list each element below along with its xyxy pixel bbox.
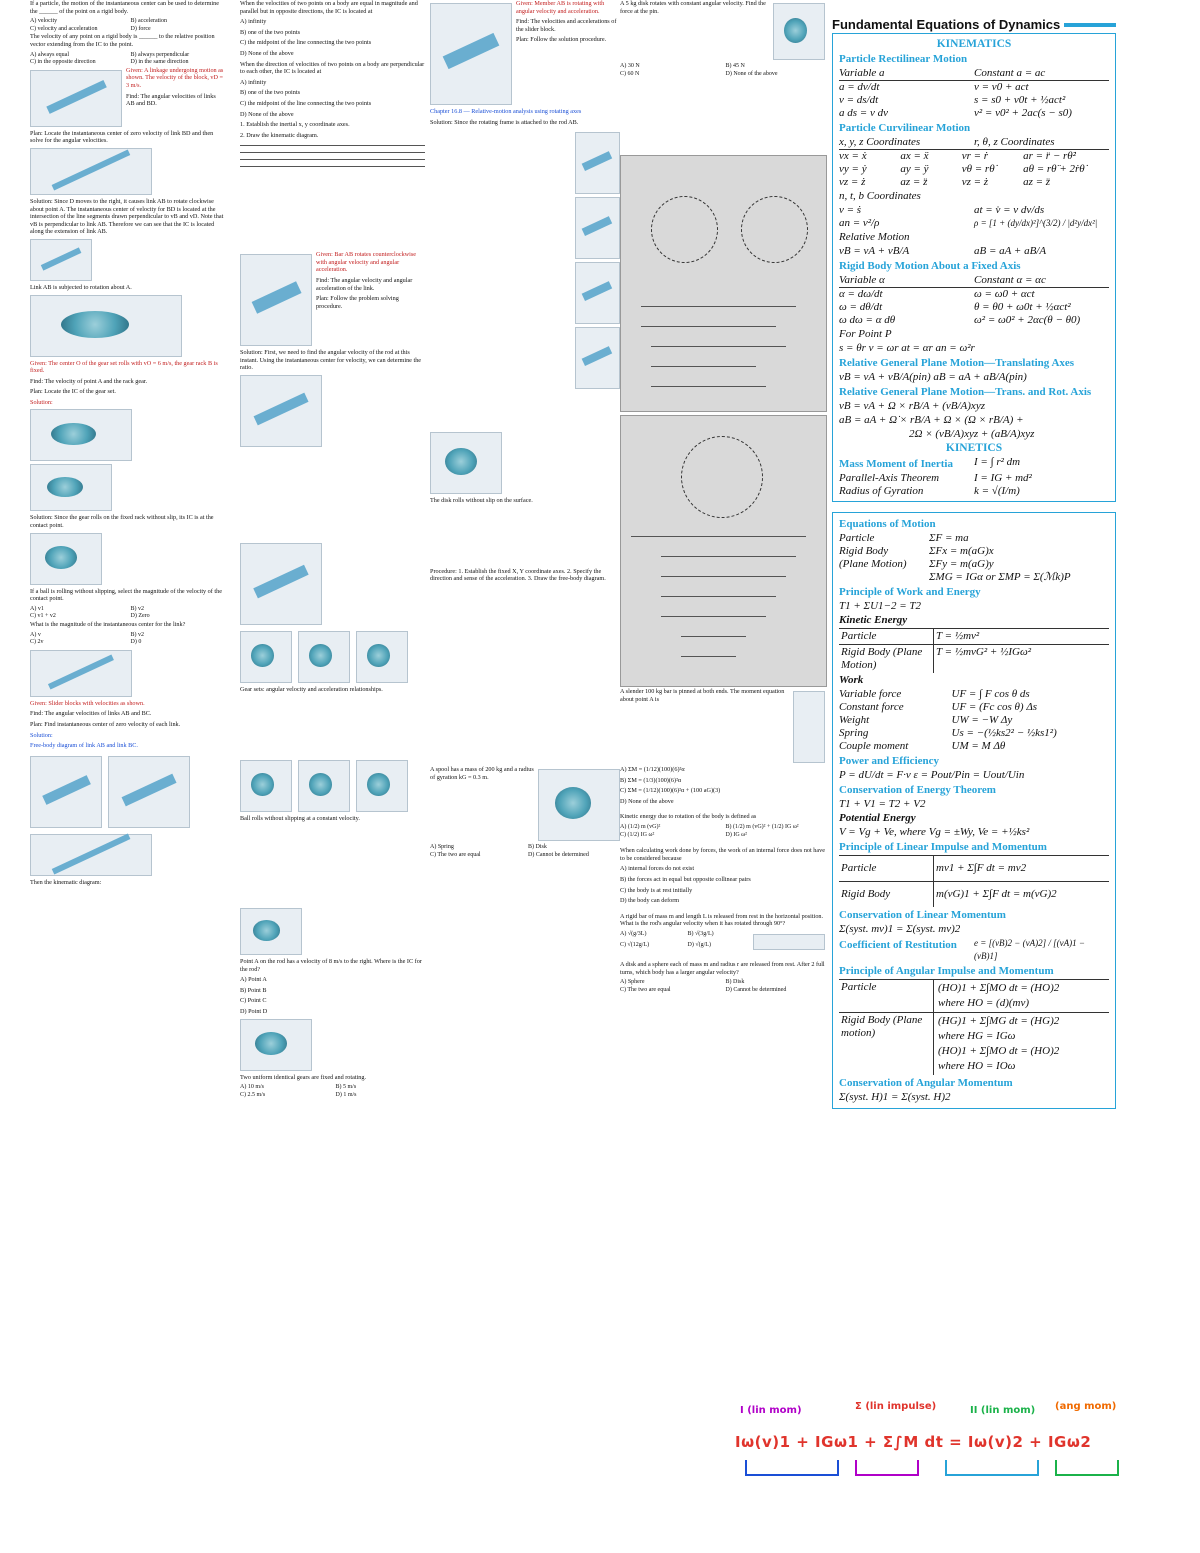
label: Potential Energy: [839, 812, 916, 824]
plan-text-3: Plan: Find instantaneous center of zero velocity of each link.: [30, 721, 181, 728]
formula: where HO = (d)(mv): [938, 997, 1030, 1009]
handwritten-brackets: [745, 1460, 1125, 1495]
option: C) √(12g/L): [620, 941, 650, 948]
formula: vz = ż: [961, 176, 989, 188]
option: A) (1/2) m (vG)²: [620, 823, 661, 830]
formula: ΣFy = m(aG)y: [929, 558, 994, 570]
label: Variable a: [839, 67, 885, 79]
label: For Point P: [839, 328, 892, 340]
question-1: A 5 kg disk rotates with constant angular velocity. Find the force at the pin.: [620, 0, 766, 15]
formula: s = s0 + v0t + ½act²: [974, 94, 1066, 106]
formula: where HG = IGω: [938, 1030, 1016, 1042]
option: A) √(g/3L): [620, 930, 647, 937]
formula: vr = ṙ: [961, 150, 989, 162]
label: Work: [839, 674, 864, 686]
kinematic-label: Then the kinematic diagram:: [30, 878, 102, 886]
option: A) infinity: [240, 78, 267, 86]
question-1: When the velocities of two points on a body are equal in magnitude and parallel but in opposite directions, the IC is located at: [240, 0, 418, 15]
question-1: If a particle, the motion of the instantaneous center can be used to determine the ______ of the point on a rigid body.: [30, 0, 219, 15]
formula: I = IG + md²: [974, 472, 1032, 484]
section-heading: Principle of Work and Energy: [839, 586, 981, 598]
option: A) 30 N: [620, 63, 640, 69]
question-1: A spool has a mass of 200 kg and a radius of gyration kG = 0.3 m.: [430, 765, 534, 781]
section-heading: Rigid Body Motion About a Fixed Axis: [839, 260, 1021, 272]
formula: aB = aA + aB/A: [974, 245, 1047, 257]
section-heading: Principle of Angular Impulse and Momentum: [839, 965, 1054, 977]
question-2: A slender 100 kg bar is pinned at both ends. The moment equation about point A is: [620, 688, 785, 703]
question-4: Point A on the rod has a velocity of 8 m/s to the right. Where is the IC for the rod?: [240, 958, 422, 973]
option: D) the body can deform: [620, 897, 680, 905]
option: B) Point B: [240, 986, 267, 994]
options-5: [620, 931, 749, 953]
mechanism-figure: [575, 132, 620, 194]
column-2: [240, 0, 425, 1553]
options-1: [30, 18, 225, 33]
fbd-figure: [30, 756, 102, 828]
formula: ω² = ω0² + 2αc(θ − θ0): [974, 314, 1081, 326]
option: D) in the same direction: [130, 59, 189, 66]
option: C) 2.5 m/s: [240, 1091, 266, 1098]
disk-note: The disk rolls without slip on the surface.: [430, 497, 533, 505]
formula: UF = ∫ F cos θ ds: [951, 688, 1030, 700]
option: B) always perpendicular: [130, 51, 190, 58]
spool-figure: [538, 769, 620, 841]
handwritten-photo-2: [620, 415, 827, 687]
option: A) infinity: [240, 18, 267, 26]
bar-figure: [753, 934, 825, 950]
solution-text: Solution: Since the rotating frame is attached to the rod AB.: [430, 118, 579, 126]
formula: UF = (Fc cos θ) Δs: [951, 701, 1038, 713]
ball-figure: [30, 533, 102, 585]
formula: ay = ÿ: [900, 163, 929, 175]
option: D) Zero: [130, 613, 150, 620]
plan-text: Plan: Follow the problem solving procedure.: [316, 295, 399, 310]
label: x, y, z Coordinates: [839, 136, 921, 148]
formula: v = v0 + act: [974, 81, 1029, 93]
option: B) 5 m/s: [335, 1084, 357, 1091]
procedure-text: Procedure: 1. Establish the fixed X, Y coordinate axes. 2. Specify the direction and sense of the acceleration. 3. Draw the free-body diagram.: [430, 567, 606, 583]
disk-figure: [773, 3, 825, 60]
label: Spring: [839, 727, 869, 739]
rod-figure-3: [240, 543, 322, 625]
option: D) Point D: [240, 1008, 268, 1016]
question-5: A rigid bar of mass m and length L is released from rest in the horizontal position. What is the rod's angular velocity when it has rotated through 90°?: [620, 912, 824, 928]
formula: aB = aA + Ω̇ × rB/A + Ω × (Ω × rB/A) +: [839, 414, 1024, 426]
gear-figure-3: [30, 464, 112, 511]
formula-cell: [934, 1012, 1109, 1075]
label: Rigid Body (Plane motion): [839, 1012, 934, 1075]
formula: T = ½mvG² + ½IGω²: [934, 644, 1109, 673]
procedure-step: 1. Establish the inertial x, y coordinate axes.: [240, 121, 350, 129]
formula: ax = ẍ: [900, 150, 929, 162]
option: B) Disk: [528, 843, 547, 850]
option: C) (1/2) IG ω²: [620, 831, 655, 838]
link-note: Link AB is subjected to rotation about A.: [30, 283, 132, 291]
procedure-step: 2. Draw the kinematic diagram.: [240, 131, 319, 139]
formula: (HO)1 + Σ∫MO dt = (HO)2: [938, 982, 1060, 994]
formula: vz = ż: [839, 176, 866, 188]
solution-label-4: Solution:: [30, 731, 53, 739]
label: (Plane Motion): [839, 558, 907, 570]
option: B) (1/2) m (vG)² + (1/2) IG ω²: [725, 823, 799, 830]
question-3: If a ball is rolling without slipping, select the magnitude of the velocity of the contact point.: [30, 587, 222, 603]
solution-text: Solution: First, we need to find the angular velocity of the rod at this instant. Using the instantaneous center for velocity, we can determine the ratio.: [240, 349, 422, 372]
kinematics-heading: KINEMATICS: [936, 38, 1012, 50]
linkage-figure: [30, 70, 122, 127]
option: B) v2: [130, 631, 144, 638]
option: B) 45 N: [725, 63, 745, 69]
fbd-figure-2: [108, 756, 190, 828]
options-5: [240, 1084, 425, 1099]
given-text: Given: A linkage undergoing motion as shown. The velocity of the block, vD = 3 m/s.: [126, 66, 224, 89]
given-text: Given: Bar AB rotates counterclockwise with angular velocity and angular acceleration.: [316, 251, 417, 274]
formula: aθ = rθ̈ + 2ṙθ̇: [1023, 163, 1085, 175]
label: Relative Motion: [839, 231, 910, 243]
question-2: The velocity of any point on a rigid body is ______ to the relative position vector extending from the IC to the point.: [30, 33, 215, 48]
plan-text-2: Plan: Locate the IC of the gear set.: [30, 388, 116, 396]
kinetics-heading: KINETICS: [945, 442, 1003, 454]
kinematics-box: [832, 33, 1116, 502]
formula: (HG)1 + Σ∫MG dt = (HG)2: [938, 1015, 1060, 1027]
handwritten-label: Σ (lin impulse): [855, 1401, 937, 1412]
section-heading: Particle Curvilinear Motion: [839, 122, 971, 134]
option: C) ΣM = (1/12)(100)(6)²α + (100 aG)(3): [620, 787, 721, 795]
ke-table: [839, 628, 1109, 673]
options-2: [30, 52, 225, 67]
label: Rigid Body: [839, 881, 934, 907]
label: Variable α: [839, 274, 885, 286]
question-6: A disk and a sphere each of mass m and radius r are released from rest. After 2 full turns, which body has a larger angular velocity?: [620, 960, 825, 976]
formula: (HO)1 + Σ∫MO dt = (HO)2: [938, 1045, 1060, 1057]
column-3: [430, 0, 620, 1553]
mechanism-figure: [575, 197, 620, 259]
option: C) v1 + v2: [30, 613, 56, 620]
label: Particle: [839, 629, 934, 644]
handwritten-annotation: [735, 1401, 1135, 1515]
formula: Σ(syst. mv)1 = Σ(syst. mv)2: [839, 923, 961, 935]
formula: where HO = IOω: [938, 1060, 1016, 1072]
label: n, t, b Coordinates: [839, 190, 921, 202]
handwritten-equation: Iω(v)1 + IGω1 + Σ∫M dt = Iω(v)2 + IGω2: [735, 1433, 1092, 1451]
formula: e = [(vB)2 − (vA)2] / [(vA)1 − (vB)1]: [974, 938, 1085, 961]
option: A) Point A: [240, 976, 267, 984]
section-heading: Equations of Motion: [839, 518, 936, 530]
column-1: [30, 0, 225, 1553]
option: B) Disk: [725, 979, 745, 986]
linkage-figure-2: [30, 148, 152, 195]
plan-text: Plan: Locate the instantaneous center of zero velocity of link BD and then solve for the angular velocities.: [30, 129, 214, 145]
solution-work: [430, 129, 571, 429]
option: D) None of the above: [240, 49, 294, 57]
mechanism-figure: [575, 327, 620, 389]
formula: T1 + V1 = T2 + V2: [839, 798, 926, 810]
label: Variable force: [839, 688, 902, 700]
formula: UM = M Δθ: [951, 740, 1006, 752]
option: D) None of the above: [620, 797, 674, 805]
solution-text: Solution: Since D moves to the right, it causes link AB to rotate clockwise about point A. The instantaneous center of velocity for BD is located at the intersection of the line segments drawn perpendicular to vB and vD. Note that vB is perpendicular to link AB. Therefore we can see that the IC is located along the extension of link AB.: [30, 197, 224, 236]
formula: Us = −(½ks2² − ½ks1²): [951, 727, 1057, 739]
formula: at = v̇ = v dv/ds: [974, 204, 1045, 216]
wheel-figure: [240, 908, 302, 955]
handwritten-photo-1: [620, 155, 827, 412]
label: Rigid Body (Plane Motion): [839, 644, 934, 673]
handwritten-label: (ang mom): [1055, 1401, 1117, 1412]
rod-figure: [240, 254, 312, 346]
section-heading: Power and Efficiency: [839, 755, 940, 767]
label: Parallel-Axis Theorem: [839, 472, 940, 484]
option: B) ΣM = (1/3)(100)(6)²α: [620, 776, 682, 784]
formula: ω dω = α dθ: [839, 314, 896, 326]
option: A) Spring: [430, 843, 454, 850]
formula: mv1 + Σ∫F dt = mv2: [936, 862, 1027, 874]
handwritten-label: I (lin mom): [740, 1405, 802, 1416]
angular-table: [839, 979, 1109, 1075]
section-heading: Conservation of Angular Momentum: [839, 1077, 1013, 1089]
formula: vθ = rθ̇: [961, 163, 995, 175]
options-1: [620, 63, 825, 78]
gear-icon: [240, 631, 292, 683]
gears-note: Gear sets: angular velocity and acceleration relationships.: [240, 685, 383, 693]
option: C) the body is at rest initially: [620, 886, 693, 894]
mechanism-figure: [430, 3, 512, 105]
option: D) 0: [130, 639, 142, 646]
label: Coefficient of Restitution: [839, 939, 957, 951]
formula: 2Ω × (vB/A)xyz + (aB/A)xyz: [909, 428, 1035, 440]
formula: ω = dθ/dt: [839, 301, 883, 313]
options-1: [430, 844, 620, 859]
given-text-2: Given: The center O of the gear set rolls with vO = 6 m/s, the gear rack B is fixed.: [30, 359, 218, 375]
option: C) 60 N: [620, 70, 640, 77]
label: Constant force: [839, 701, 904, 713]
rod-figure-2: [240, 375, 322, 447]
procedure-text-block: [240, 121, 425, 251]
gears-pair-figure: [240, 1019, 312, 1071]
given-text: Given: Member AB is rotating with angular velocity and acceleration.: [516, 0, 605, 15]
disk-icon: [356, 760, 408, 812]
formula: a ds = v dv: [839, 107, 888, 119]
formula: vB = vA + Ω × rB/A + (vB/A)xyz: [839, 400, 985, 412]
option: D) Cannot be determined: [528, 851, 589, 858]
find-text: Find: The angular velocities of links AB and BD.: [126, 92, 216, 108]
option: B) acceleration: [130, 18, 167, 25]
option: C) The two are equal: [430, 851, 481, 858]
option: A) 10 m/s: [240, 1084, 264, 1091]
option: A) v1: [30, 605, 44, 612]
label: Radius of Gyration: [839, 485, 924, 497]
disk-icon: [298, 760, 350, 812]
gear-figure: [30, 295, 182, 357]
section-heading: Principle of Linear Impulse and Momentum: [839, 841, 1047, 853]
formula: ρ = [1 + (dy/dx)²]^(3/2) / |d²y/dx²|: [974, 218, 1098, 228]
section-heading: Conservation of Linear Momentum: [839, 909, 1006, 921]
formula: vx = ẋ: [839, 150, 867, 162]
option: A) velocity: [30, 18, 58, 25]
label: r, θ, z Coordinates: [974, 136, 1055, 148]
option: A) v: [30, 631, 41, 638]
option: C) velocity and acceleration: [30, 25, 98, 32]
gear-icon: [298, 631, 350, 683]
gear-icon: [356, 631, 408, 683]
options-4: [30, 632, 225, 647]
question-5: Two uniform identical gears are fixed and rotating.: [240, 1073, 367, 1081]
option: D) force: [130, 25, 151, 32]
formula: ΣMG = IGα or ΣMP = Σ(ℳk)P: [929, 571, 1071, 583]
section-heading: Relative General Plane Motion—Translating Axes: [839, 357, 1075, 369]
options-6: [620, 979, 825, 994]
formula: v = ds/dt: [839, 94, 879, 106]
find-text-3: Find: The angular velocities of links AB and BC.: [30, 710, 152, 718]
option: B) one of the two points: [240, 28, 300, 36]
formula: I = ∫ r² dm: [974, 456, 1021, 468]
label: Constant a = ac: [974, 67, 1046, 79]
question-4: When calculating work done by forces, the work of an internal force does not have to be considered because: [620, 847, 825, 862]
option: D) None of the above: [240, 110, 294, 118]
sheet-title: Fundamental Equations of Dynamics: [832, 18, 1116, 31]
formula: α = dω/dt: [839, 288, 883, 300]
label: Particle: [839, 856, 934, 881]
options-3: [30, 606, 225, 621]
option: D) IG ω²: [725, 831, 747, 838]
formula: an = v²/ρ: [839, 217, 880, 229]
option: A) internal forces do not exist: [620, 865, 695, 873]
option: C) the midpoint of the line connecting the two points: [240, 39, 372, 47]
slider-figure: [30, 650, 132, 697]
formula: P = dU/dt = F·v ε = Pout/Pin = Uout/Uin: [839, 769, 1025, 781]
bar-figure: [793, 691, 825, 763]
plan-text: Plan: Follow the solution procedure.: [516, 36, 607, 44]
find-text: Find: The velocities and accelerations of the slider block.: [516, 18, 617, 33]
disk-icon: [240, 760, 292, 812]
gear-figure-2: [30, 409, 132, 461]
formula: Σ(syst. H)1 = Σ(syst. H)2: [839, 1091, 951, 1103]
label: Rigid Body: [839, 545, 889, 557]
label: Kinetic Energy: [839, 614, 908, 626]
formula: a = dv/dt: [839, 81, 880, 93]
formula: az = z̈: [900, 176, 928, 188]
formula: θ = θ0 + ω0t + ½αct²: [974, 301, 1071, 313]
option: D) 1 m/s: [335, 1091, 357, 1098]
handwritten-label: II (lin mom): [970, 1405, 1036, 1416]
label: Couple moment: [839, 740, 909, 752]
formula: az = z̈: [1023, 176, 1051, 188]
option: C) 2v: [30, 639, 44, 646]
option: A) ΣM = (1/12)(100)(6)²α: [620, 766, 685, 773]
option: B) √(3g/L): [687, 930, 714, 937]
formula: ΣF = ma: [929, 532, 969, 544]
option: A) always equal: [30, 51, 69, 58]
find-text: Find: The angular velocity and angular acceleration of the link.: [316, 276, 413, 292]
question-4: What is the magnitude of the instantaneous center for the link?: [30, 621, 186, 629]
kinetics-box: [832, 512, 1116, 1109]
formula: vB = vA + vB/A: [839, 245, 910, 257]
kinematic-figure: [30, 834, 152, 876]
ic-figure: [30, 239, 92, 281]
option: D) √(g/L): [687, 941, 711, 948]
formula: m(vG)1 + Σ∫F dt = m(vG)2: [934, 881, 1109, 907]
formula: UW = −W Δy: [951, 714, 1013, 726]
option: C) in the opposite direction: [30, 59, 96, 66]
column-4-lower: [620, 688, 825, 1208]
formula: T1 + ΣU1−2 = T2: [839, 600, 921, 612]
formula: ar = r̈ − rθ̇²: [1023, 150, 1076, 162]
formula: k = √(I/m): [974, 485, 1020, 497]
question-3: Ball rolls without slipping at a constant velocity.: [240, 814, 360, 822]
option: A) Sphere: [620, 979, 645, 986]
chapter-link[interactable]: Chapter 16.8 — Relative-motion analysis using rotating axes: [430, 108, 582, 115]
option: D) None of the above: [725, 70, 778, 77]
question-2: When the direction of velocities of two points on a body are perpendicular to each other, the IC is located at: [240, 60, 425, 76]
formula: V = Vg + Ve, where Vg = ±Wy, Ve = +½ks²: [839, 826, 1030, 838]
mechanism-figure: [575, 262, 620, 324]
section-heading: Relative General Plane Motion—Trans. and Rot. Axis: [839, 386, 1092, 398]
label: Weight: [839, 714, 870, 726]
formula: v = ṡ: [839, 204, 862, 216]
formula: ω = ω0 + αct: [974, 288, 1035, 300]
formula-cell: [934, 980, 1109, 1012]
label: Constant α = αc: [974, 274, 1046, 286]
option: D) Cannot be determined: [725, 986, 787, 993]
label: Mass Moment of Inertia: [839, 458, 953, 470]
formula: T = ½mv²: [936, 630, 980, 642]
given-text-3: Given: Slider blocks with velocities as shown.: [30, 699, 145, 707]
disk-figure: [430, 432, 502, 494]
find-text-2: Find: The velocity of point A and the rack gear.: [30, 377, 148, 385]
impulse-table: [839, 855, 1109, 907]
formula-sheet: [832, 18, 1116, 1109]
option: C) the midpoint of the line connecting the two points: [240, 99, 372, 107]
option: C) The two are equal: [620, 986, 671, 993]
solution-text-3: Solution: Since the gear rolls on the fixed rack without slip, its IC is at the contact point.: [30, 514, 214, 530]
formula: vy = ẏ: [839, 163, 867, 175]
formula: s = θr v = ωr at = αr an = ω²r: [839, 342, 975, 354]
solution-label: Solution:: [30, 398, 53, 406]
label: [839, 571, 929, 584]
section-heading: Conservation of Energy Theorem: [839, 784, 996, 796]
free-body-label: Free-body diagram of link AB and link BC.: [30, 742, 138, 750]
option: C) Point C: [240, 997, 267, 1005]
label: Particle: [839, 532, 875, 544]
options-3: [620, 824, 825, 839]
option: B) the forces act in equal but opposite collinear pairs: [620, 875, 751, 883]
section-heading: Particle Rectilinear Motion: [839, 53, 968, 65]
formula: vB = vA + vB/A(pin) aB = aA + aB/A(pin): [839, 371, 1027, 383]
option: B) one of the two points: [240, 89, 300, 97]
formula: v² = v0² + 2ac(s − s0): [974, 107, 1072, 119]
option: B) v2: [130, 605, 144, 612]
formula: ΣFx = m(aG)x: [929, 545, 994, 557]
label: Particle: [839, 980, 934, 1012]
question-3: Kinetic energy due to rotation of the body is defined as: [620, 813, 757, 821]
